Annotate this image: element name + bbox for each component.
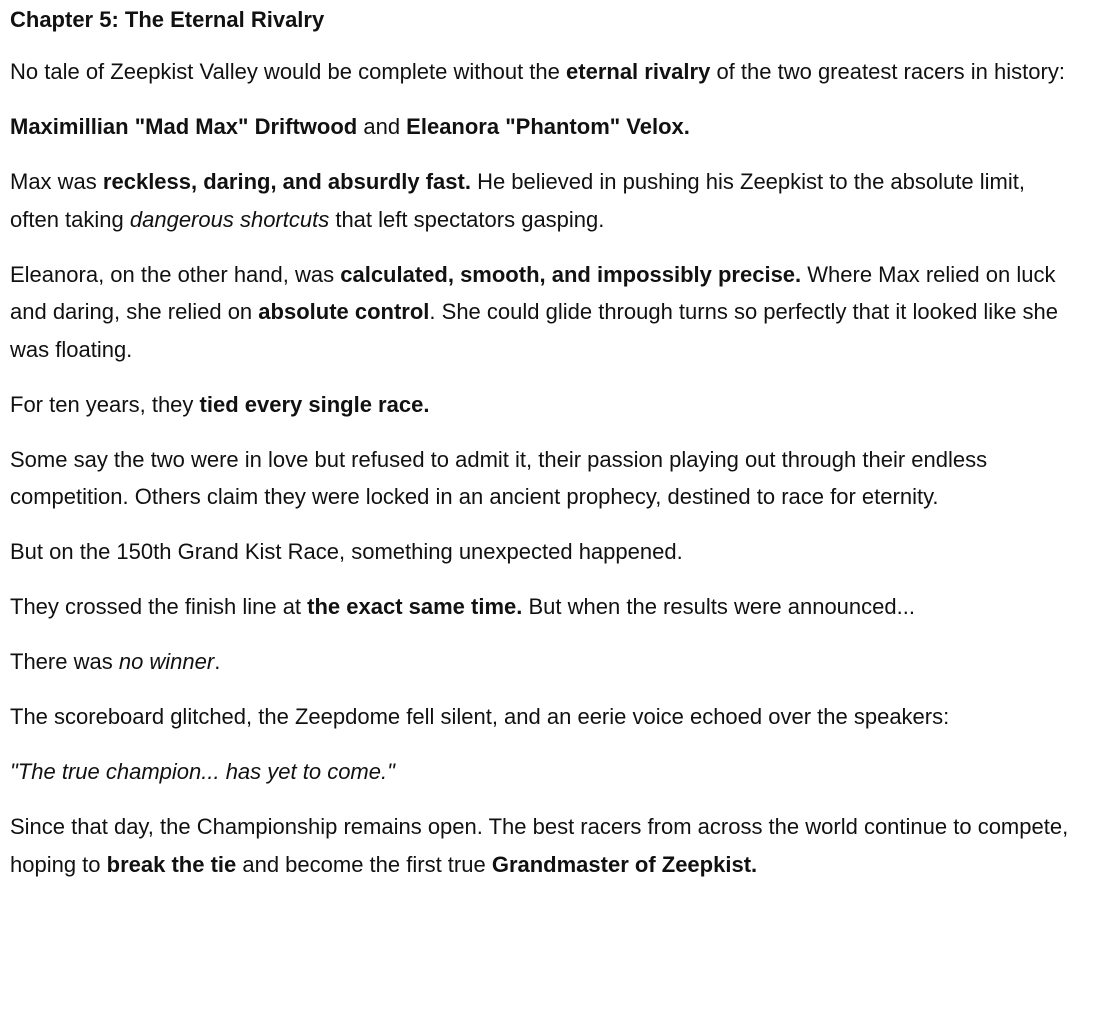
paragraph-intro <box>10 53 1070 91</box>
italic-text: "The true champion... has yet to come." <box>10 759 395 784</box>
text: Since that day, the Championship remains open. The best racers from across the world continue to compete, hoping to <box>10 814 1069 877</box>
paragraph-scoreboard <box>10 698 1070 736</box>
text: Some say the two were in love but refused to admit it, their passion playing out through their endless competition. Others claim they were locked in an ancient prophecy, destined to race for eternity. <box>10 446 988 509</box>
paragraph-racers <box>10 108 1070 146</box>
text: But when the results were announced... <box>522 594 915 619</box>
paragraph-championship <box>10 808 1070 883</box>
paragraph-eleanora <box>10 256 1070 369</box>
paragraph-finish-line <box>10 588 1070 626</box>
text: and become the first true <box>236 851 492 877</box>
bold-text: reckless, daring, and absurdly fast. <box>102 169 471 194</box>
document <box>10 4 1070 883</box>
text: But on the 150th Grand Kist Race, something unexpected happened. <box>10 539 683 564</box>
text: Where Max relied on luck and daring, she relied on <box>10 261 1056 324</box>
chapter-title: Chapter 5: The Eternal Rivalry <box>10 7 325 32</box>
text: that left spectators gasping. <box>329 206 605 232</box>
text: . She could glide through turns so perfectly that it looked like she was floating. <box>10 299 1059 362</box>
bold-text: eternal rivalry <box>566 59 711 84</box>
text: There was <box>10 649 119 674</box>
bold-text: Maximillian "Mad Max" Driftwood <box>10 114 358 139</box>
bold-text: break the tie <box>106 851 237 877</box>
text: and <box>357 114 407 139</box>
text: The scoreboard glitched, the Zeepdome fell silent, and an eerie voice echoed over the speakers: <box>10 704 950 729</box>
paragraph-rumors <box>10 441 1070 516</box>
text: Max was <box>10 169 103 194</box>
bold-text: tied every single race. <box>199 391 430 417</box>
paragraph-quote <box>10 753 1070 791</box>
text: For ten years, they <box>10 391 200 417</box>
text: They crossed the finish line at <box>10 594 308 619</box>
text: He believed in pushing his Zeepkist to the absolute limit, often taking <box>10 169 1025 232</box>
bold-text: calculated, smooth, and impossibly precise. <box>340 261 802 287</box>
italic-text: dangerous shortcuts <box>129 206 330 232</box>
text: Eleanora, on the other hand, was <box>10 261 341 287</box>
paragraph-no-winner <box>10 643 1070 681</box>
paragraph-ten-years <box>10 386 1070 424</box>
bold-text: Grandmaster of Zeepkist. <box>491 851 758 877</box>
bold-text: Eleanora "Phantom" Velox. <box>406 114 690 139</box>
bold-text: the exact same time. <box>307 594 523 619</box>
bold-text: absolute control <box>258 299 430 324</box>
text: . <box>214 649 221 674</box>
paragraph-max <box>10 163 1070 238</box>
text: of the two greatest racers in history: <box>710 59 1065 84</box>
paragraph-150th-race <box>10 533 1070 571</box>
italic-text: no winner <box>118 649 215 674</box>
text: No tale of Zeepkist Valley would be complete without the <box>10 59 567 84</box>
